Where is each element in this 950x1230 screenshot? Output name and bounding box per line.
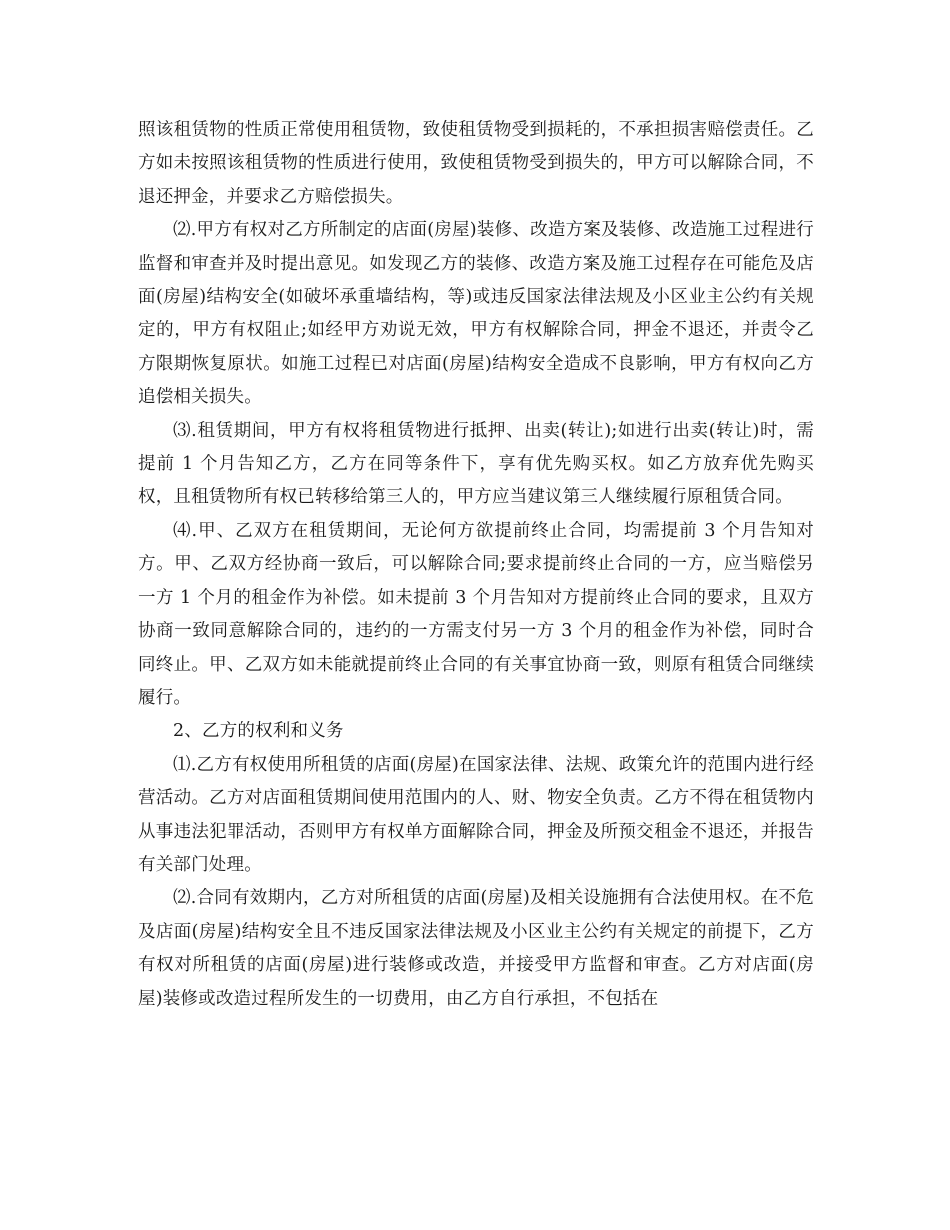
paragraph-lessor-renovation-oversight: ⑵.甲方有权对乙方所制定的店面(房屋)装修、改造方案及装修、改造施工过程进行监督和审查并及时提出意见。如发现乙方的装修、改造方案及施工过程存在可能危及店面(房屋)结构安全(如破坏承重墙结构，等)或违反国家法律法规及小区业主公约有关规定的，甲方有权阻止;如经甲方劝说无效，甲方有权解除合同，押金不退还，并责令乙方限期恢复原状。如施工过程已对店面(房屋)结构安全造成不良影响，甲方有权向乙方追偿相关损失。 (138, 220, 814, 408)
paragraph-lessee-use-liability: 照该租赁物的性质正常使用租赁物，致使租赁物受到损耗的，不承担损害赔偿责任。乙方如未按照该租赁物的性质进行使用，致使租赁物受到损失的，甲方可以解除合同，不退还押金，并要求乙方赔偿损失。 (138, 120, 814, 207)
paragraph-lessor-mortgage-sale: ⑶.租赁期间，甲方有权将租赁物进行抵押、出卖(转让);如进行出卖(转让)时，需提前 1 个月告知乙方，乙方在同等条件下，享有优先购买权。如乙方放弃优先购买权，且租赁物所有权已转移给第三人的，甲方应当建议第三人继续履行原租赁合同。 (138, 420, 814, 508)
section-heading-lessee-rights: 2、乙方的权利和义务 (173, 721, 344, 742)
paragraph-early-termination: ⑷.甲、乙双方在租赁期间，无论何方欲提前终止合同，均需提前 3 个月告知对方。甲、乙双方经协商一致后，可以解除合同;要求提前终止合同的一方，应当赔偿另一方 1 个月的租金作为补偿。如未提前 3 个月告知对方提前终止合同的要求，且双方协商一致同意解除合同的，违约的一方需支付另一方 3 个月的租金作为补偿，同时合同终止。甲、乙双方如未能就提前终止合同的有关事宜协商一致，则原有租赁合同继续履行。 (138, 520, 814, 708)
paragraph-lessee-business-use: ⑴.乙方有权使用所租赁的店面(房屋)在国家法律、法规、政策允许的范围内进行经营活动。乙方对店面租赁期间使用范围内的人、财、物安全负责。乙方不得在租赁物内从事违法犯罪活动，否则甲方有权单方面解除合同，押金及所预交租金不退还，并报告有关部门处理。 (138, 754, 814, 875)
paragraph-lessee-renovation-rights: ⑵.合同有效期内，乙方对所租赁的店面(房屋)及相关设施拥有合法使用权。在不危及店面(房屋)结构安全且不违反国家法律法规及小区业主公约有关规定的前提下，乙方有权对所租赁的店面(房屋)进行装修或改造，并接受甲方监督和审查。乙方对店面(房屋)装修或改造过程所发生的一切费用，由乙方自行承担，不包括在 (138, 888, 814, 1009)
